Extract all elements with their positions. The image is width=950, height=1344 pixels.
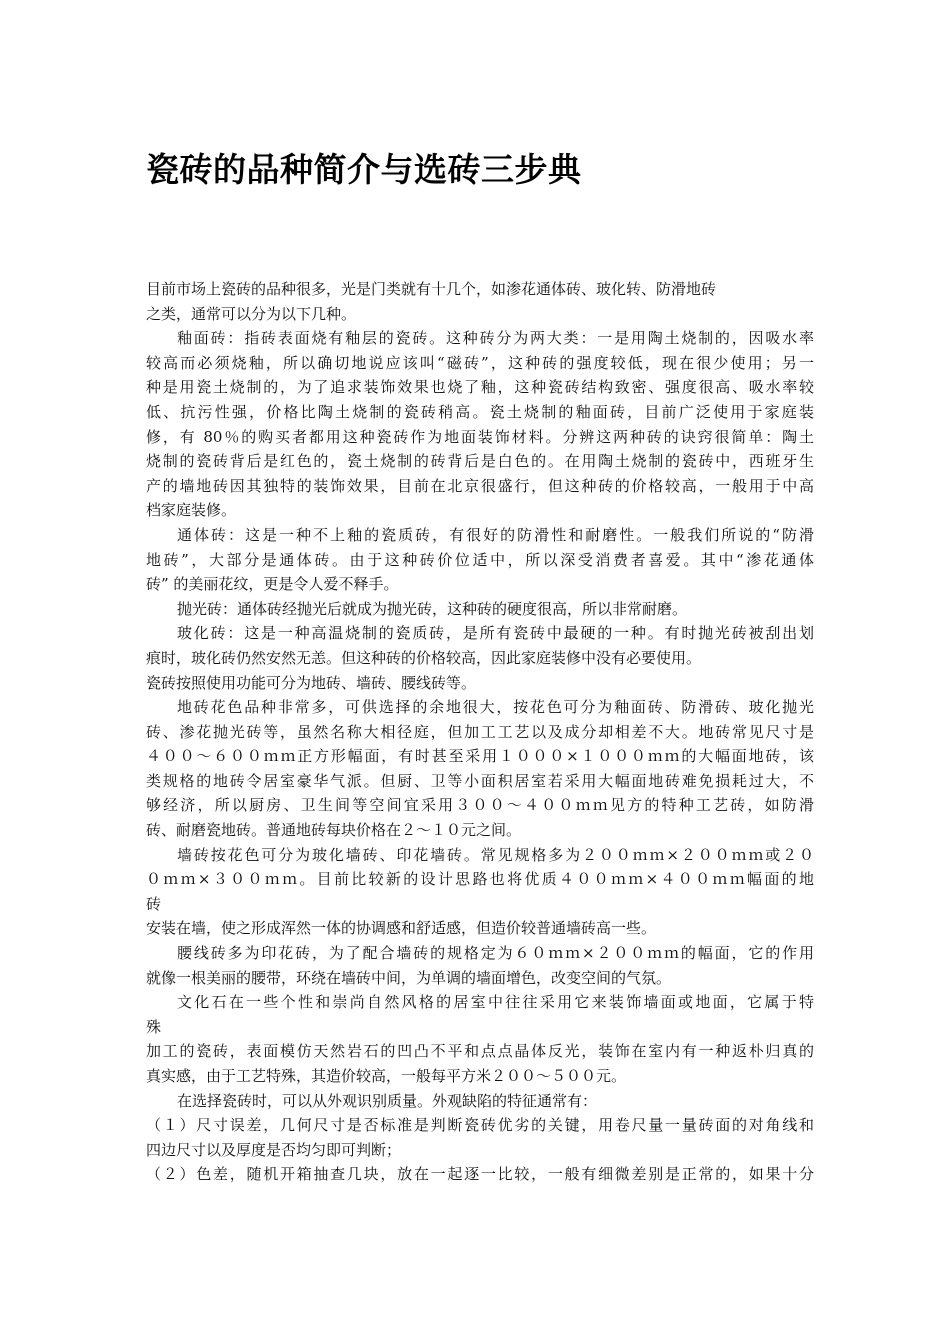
text-line: 就像一根美丽的腰带，环绕在墙砖中间，为单调的墙面增色，改变空间的气氛。 (146, 968, 672, 987)
text-line: ４００～６００ｍｍ正方形幅面，有时甚至采用１０００×１０００ｍｍ的大幅面地砖，该 (146, 747, 814, 766)
text-line: 够经济，所以厨房、卫生间等空间宜采用３００～４００ｍｍ见方的特种工艺砖，如防滑 (146, 796, 814, 815)
text-line: 殊 (146, 1017, 162, 1036)
text-line: 痕时，玻化砖仍然安然无恙。但这种砖的价格较高，因此家庭装修中没有必要使用。 (146, 648, 702, 667)
text-line: 砖 (146, 894, 162, 913)
text-line: （１）尺寸误差，几何尺寸是否标准是判断瓷砖优劣的关键，用卷尺量一量砖面的对角线和 (146, 1116, 814, 1135)
text-line: 抛光砖：通体砖经抛光后就成为抛光砖，这种砖的硬度很高，所以非常耐磨。 (177, 599, 688, 618)
text-line: 地砖花色品种非常多，可供选择的余地很大，按花色可分为釉面砖、防滑砖、玻化抛光 (177, 698, 814, 717)
text-line: 砖、耐磨瓷地砖。普通地砖每块价格在２～１０元之间。 (146, 821, 522, 840)
text-line: 真实感，由于工艺特殊，其造价较高，一般每平方米２００～５００元。 (146, 1067, 627, 1085)
text-line: 种是用瓷土烧制的，为了追求装饰效果也烧了釉，这种瓷砖结构致密、强度很高、吸水率较 (146, 378, 814, 397)
text-line: 之类，通常可以分为以下几种。 (146, 304, 357, 323)
text-line: 类规格的地砖令居室豪华气派。但厨、卫等小面积居室若采用大幅面地砖难免损耗过大，不 (146, 771, 814, 790)
text-line: 加工的瓷砖，表面模仿天然岩石的凹凸不平和点点晶体反光，装饰在室内有一种返朴归真的 (146, 1042, 814, 1061)
text-line: 在选择瓷砖时，可以从外观识别质量。外观缺陷的特征通常有： (177, 1091, 598, 1110)
page-title: 瓷砖的品种简介与选砖三步典 (146, 150, 582, 189)
text-line: 砖” 的美丽花纹，更是令人爱不释手。 (146, 575, 399, 594)
body-text (146, 277, 814, 1187)
text-line: 瓷砖按照使用功能可分为地砖、墙砖、腰线砖等。 (146, 673, 477, 692)
text-line: 安装在墙，使之形成浑然一体的协调感和舒适感，但造价较普通墙砖高一些。 (146, 919, 657, 938)
text-line: ０ｍｍ×３００ｍｍ。目前比较新的设计思路也将优质４００ｍｍ×４００ｍｍ幅面的地 (146, 870, 814, 889)
text-line: 釉面砖：指砖表面烧有釉层的瓷砖。这种砖分为两大类：一是用陶土烧制的，因吸水率 (177, 329, 814, 348)
text-line: 低、抗污性强，价格比陶土烧制的瓷砖稍高。瓷土烧制的釉面砖，目前广泛使用于家庭装 (146, 402, 814, 421)
text-line: 腰线砖多为印花砖，为了配合墙砖的规格定为６０ｍｍ×２００ｍｍ的幅面，它的作用 (177, 944, 814, 963)
text-line: 地砖”，大部分是通体砖。由于这种砖价位适中，所以深受消费者喜爱。其中“渗花通体 (146, 550, 814, 569)
text-line: 文化石在一些个性和崇尚自然风格的居室中往往采用它来装饰墙面或地面，它属于特 (177, 993, 814, 1012)
text-line: 较高而必须烧釉，所以确切地说应该叫“磁砖”，这种砖的强度较低，现在很少使用；另一 (146, 353, 814, 372)
text-line: 修，有 80％的购买者都用这种瓷砖作为地面装饰材料。分辨这两种砖的诀窍很简单：陶土 (146, 427, 814, 446)
text-line: 四边尺寸以及厚度是否均匀即可判断； (146, 1140, 402, 1159)
text-line: （２）色差，随机开箱抽查几块，放在一起逐一比较，一般有细微差别是正常的，如果十分 (146, 1165, 814, 1184)
text-line: 通体砖：这是一种不上釉的瓷质砖，有很好的防滑性和耐磨性。一般我们所说的“防滑 (177, 525, 814, 544)
text-line: 产的墙地砖因其独特的装饰效果，目前在北京很盛行，但这种砖的价格较高，一般用于中高 (146, 476, 814, 495)
text-line: 目前市场上瓷砖的品种很多，光是门类就有十几个，如渗花通体砖、玻化转、防滑地砖 (146, 280, 717, 298)
text-line: 玻化砖：这是一种高温烧制的瓷质砖，是所有瓷砖中最硬的一种。有时抛光砖被刮出划 (177, 624, 814, 643)
text-line: 烧制的瓷砖背后是红色的，瓷土烧制的砖背后是白色的。在用陶土烧制的瓷砖中，西班牙生 (146, 452, 814, 471)
text-line: 档家庭装修。 (146, 501, 237, 520)
text-line: 墙砖按花色可分为玻化墙砖、印花墙砖。常见规格多为２００ｍｍ×２００ｍｍ或２０ (177, 845, 814, 864)
text-line: 砖、渗花抛光砖等，虽然名称大相径庭，但加工工艺以及成分却相差不大。地砖常见尺寸是 (146, 722, 814, 741)
